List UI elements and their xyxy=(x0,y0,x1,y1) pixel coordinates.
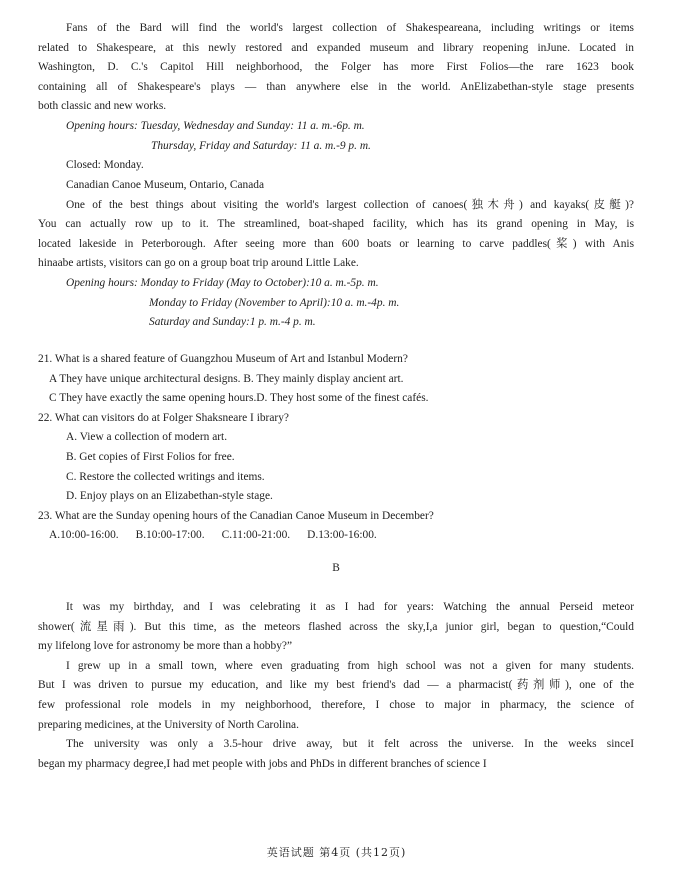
folger-text-line: Fans of the Bard will find the world's largest collection of Shakespeareana, including writings or items xyxy=(66,22,634,34)
folger-hours-line: Opening hours: Tuesday, Wednesday and Sunday: 11 a. m.-6p. m. xyxy=(66,119,365,132)
folger-closed: Closed: Monday. xyxy=(66,159,144,172)
question-23-option: A.10:00-16:00. xyxy=(49,529,119,542)
passage-line: It was my birthday, and I was celebrating it as I had for years: Watching the annual Perseid meteor xyxy=(66,601,634,613)
question-23-option: D.13:00-16:00. xyxy=(307,529,377,542)
canoe-text-line: One of the best things about visiting the world's largest collection of canoes(独木舟) and kayaks(皮艇)? xyxy=(66,198,634,211)
question-22-option: A. View a collection of modern art. xyxy=(66,431,228,444)
question-22-option: D. Enjoy plays on an Elizabethan-style stage. xyxy=(66,490,273,503)
folger-hours-line: Thursday, Friday and Saturday: 11 a. m.-9 p. m. xyxy=(151,139,371,152)
question-21-options: C They have exactly the same opening hours.D. They host some of the finest cafés. xyxy=(49,392,429,405)
canoe-section xyxy=(38,176,634,333)
section-b-label: B xyxy=(332,562,340,574)
question-22-stem: 22. What can visitors do at Folger Shaksneare I ibrary? xyxy=(38,411,289,424)
passage-line: preparing medicines, at the University of North Carolina. xyxy=(38,718,299,731)
folger-text-line: related to Shakespeare, at this newly restored and expanded museum and library reopening inJune. Located in xyxy=(38,41,634,54)
passage-line: shower(流星雨). But this time, as the meteors flashed across the sky,I,a junior girl, began to question,“Could xyxy=(38,620,634,633)
canoe-hours-line: Monday to Friday (November to April):10 a. m.-4p. m. xyxy=(149,296,400,309)
question-22-option: B. Get copies of First Folios for free. xyxy=(66,450,235,463)
question-23-option: C.11:00-21:00. xyxy=(221,529,291,542)
question-22-option: C. Restore the collected writings and items. xyxy=(66,470,265,483)
question-23-stem: 23. What are the Sunday opening hours of the Canadian Canoe Museum in December? xyxy=(38,509,434,522)
passage-line: I grew up in a small town, where even graduating from high school was not a given for many students. xyxy=(66,659,634,672)
canoe-title: Canadian Canoe Museum, Ontario, Canada xyxy=(66,179,265,191)
folger-section xyxy=(38,19,634,176)
question-21-stem: 21. What is a shared feature of Guangzhou Museum of Art and Istanbul Modern? xyxy=(38,353,408,365)
canoe-text-line: located lakeside in Peterborough. After seeing more than 600 boats or learning to carve paddles(桨) with Anis xyxy=(38,237,634,250)
passage-line: my lifelong love for astronomy be more than a hobby?” xyxy=(38,640,293,653)
canoe-text-line: You can actually row up to it. The streamlined, boat-shaped facility, which has its grand opening in May, is xyxy=(38,218,634,231)
passage-line: began my pharmacy degree,I had met people with jobs and PhDs in different branches of science I xyxy=(38,757,487,770)
question-23-option: B.10:00-17:00. xyxy=(135,529,205,542)
page-footer: 英语试题 第4页 (共12页) xyxy=(266,846,407,859)
passage-line: The university was only a 3.5-hour drive away, but it felt across the universe. In the weeks sinceI xyxy=(66,738,634,751)
canoe-hours-line: Opening hours: Monday to Friday (May to October):10 a. m.-5p. m. xyxy=(66,276,379,289)
question-23-options xyxy=(38,526,634,546)
section-b-passage xyxy=(38,598,634,774)
folger-text-line: both classic and new works. xyxy=(38,100,167,113)
questions-section xyxy=(38,350,634,546)
passage-line: few professional role models in my neighborhood, therefore, I chose to major in pharmacy, the science of xyxy=(38,698,634,711)
folger-text-line: Washington, D. C.'s Capitol Hill neighborhood, the Folger has more First Folios—the rare 1623 book xyxy=(38,61,634,74)
question-21-options: A They have unique architectural designs. B. They mainly display ancient art. xyxy=(49,372,404,385)
passage-line: But I was driven to pursue my education, and like my best friend's dad — a pharmacist(药剂师), one of the xyxy=(38,679,634,692)
folger-text-line: containing all of Shakespeare's plays — than anywhere else in the world. AnElizabethan-style stage presents xyxy=(38,80,634,93)
section-b-heading xyxy=(38,559,634,579)
canoe-text-line: hinaabe artists, visitors can go on a group boat trip around Little Lake. xyxy=(38,257,359,270)
canoe-hours-line: Saturday and Sunday:1 p. m.-4 p. m. xyxy=(149,316,316,329)
